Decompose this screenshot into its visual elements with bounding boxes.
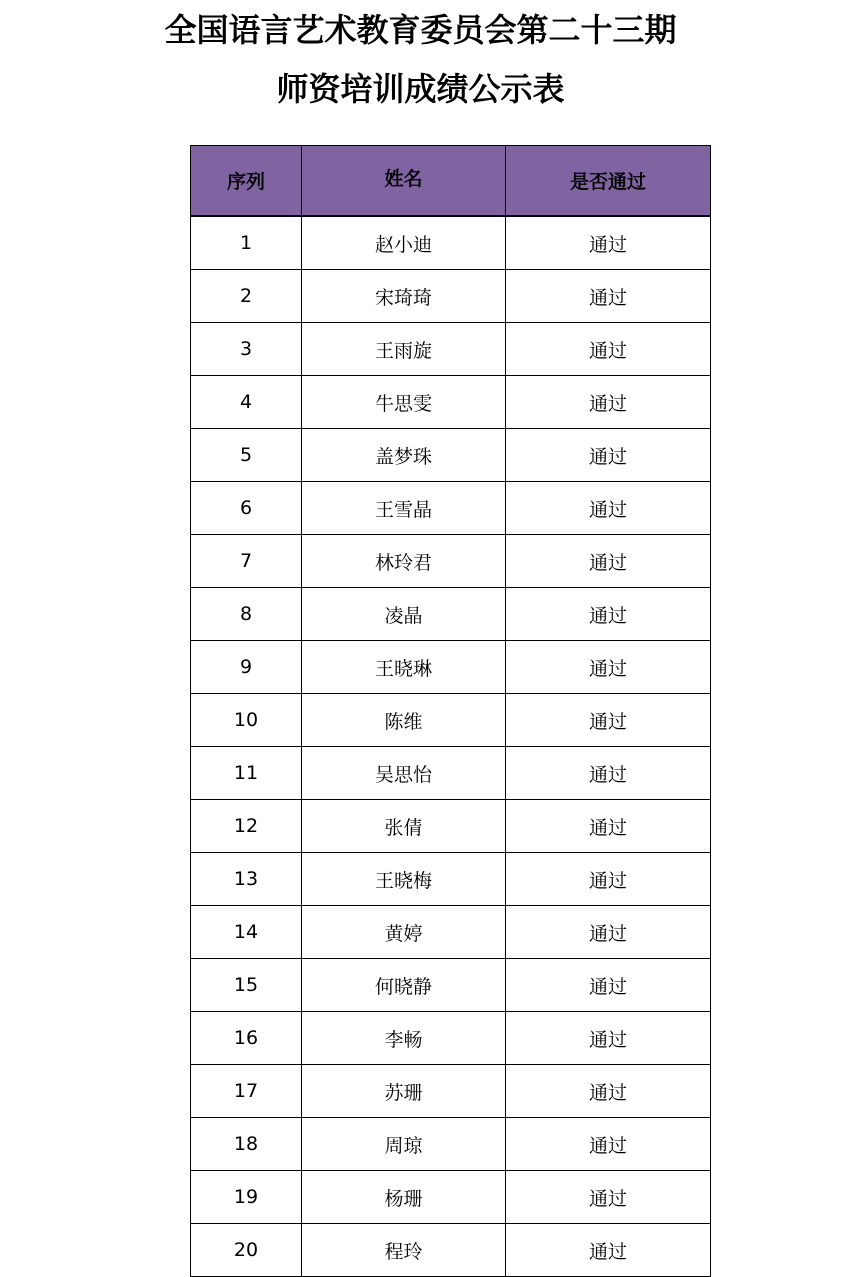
cell-status: 通过 [506,1171,711,1224]
cell-index: 15 [191,959,302,1012]
cell-index: 14 [191,906,302,959]
cell-name: 林玲君 [302,535,506,588]
table-row [191,800,711,853]
cell-status: 通过 [506,694,711,747]
cell-name: 凌晶 [302,588,506,641]
document-title-line-1: 全国语言艺术教育委员会第二十三期 [164,11,677,49]
cell-name: 王雪晶 [302,482,506,535]
cell-status: 通过 [506,800,711,853]
cell-index: 19 [191,1171,302,1224]
cell-index: 20 [191,1224,302,1277]
cell-status: 通过 [506,1065,711,1118]
cell-status: 通过 [506,1012,711,1065]
table-header-row [191,146,711,217]
cell-index: 16 [191,1012,302,1065]
document-title-line-2: 师资培训成绩公示表 [276,70,565,108]
table-header [191,146,711,217]
cell-status: 通过 [506,906,711,959]
cell-status: 通过 [506,853,711,906]
cell-name: 牛思雯 [302,376,506,429]
table-row [191,747,711,800]
cell-name: 吴思怡 [302,747,506,800]
column-header-index: 序列 [191,146,302,217]
table-row [191,1224,711,1277]
column-header-status: 是否通过 [506,146,711,217]
cell-name: 苏珊 [302,1065,506,1118]
cell-index: 10 [191,694,302,747]
table-row [191,216,711,270]
cell-index: 1 [191,216,302,270]
cell-status: 通过 [506,535,711,588]
column-header-name: 姓名 [302,146,506,217]
table-row [191,270,711,323]
cell-index: 8 [191,588,302,641]
cell-index: 17 [191,1065,302,1118]
cell-status: 通过 [506,959,711,1012]
cell-status: 通过 [506,482,711,535]
table-row [191,1118,711,1171]
cell-index: 2 [191,270,302,323]
cell-status: 通过 [506,216,711,270]
cell-name: 陈维 [302,694,506,747]
cell-index: 11 [191,747,302,800]
cell-name: 杨珊 [302,1171,506,1224]
cell-index: 3 [191,323,302,376]
cell-name: 盖梦珠 [302,429,506,482]
table-body [191,216,711,1277]
cell-status: 通过 [506,1224,711,1277]
table-row [191,1012,711,1065]
cell-name: 王晓梅 [302,853,506,906]
cell-name: 赵小迪 [302,216,506,270]
cell-index: 6 [191,482,302,535]
cell-index: 9 [191,641,302,694]
cell-name: 王雨旋 [302,323,506,376]
cell-status: 通过 [506,747,711,800]
table-row [191,906,711,959]
table-row [191,959,711,1012]
cell-index: 18 [191,1118,302,1171]
cell-status: 通过 [506,1118,711,1171]
table-row [191,376,711,429]
table-row [191,641,711,694]
cell-status: 通过 [506,323,711,376]
results-table [190,145,711,1277]
cell-name: 何晓静 [302,959,506,1012]
cell-index: 5 [191,429,302,482]
cell-index: 4 [191,376,302,429]
cell-name: 张倩 [302,800,506,853]
cell-status: 通过 [506,588,711,641]
cell-index: 13 [191,853,302,906]
table-row [191,482,711,535]
cell-status: 通过 [506,270,711,323]
cell-name: 宋琦琦 [302,270,506,323]
cell-index: 7 [191,535,302,588]
cell-name: 程玲 [302,1224,506,1277]
table-row [191,429,711,482]
table-row [191,853,711,906]
cell-status: 通过 [506,376,711,429]
cell-name: 黄婷 [302,906,506,959]
table-row [191,323,711,376]
cell-name: 周琼 [302,1118,506,1171]
cell-status: 通过 [506,641,711,694]
table-row [191,535,711,588]
cell-name: 王晓琳 [302,641,506,694]
table-row [191,694,711,747]
cell-name: 李畅 [302,1012,506,1065]
cell-index: 12 [191,800,302,853]
table-row [191,588,711,641]
table-row [191,1171,711,1224]
cell-status: 通过 [506,429,711,482]
table-row [191,1065,711,1118]
